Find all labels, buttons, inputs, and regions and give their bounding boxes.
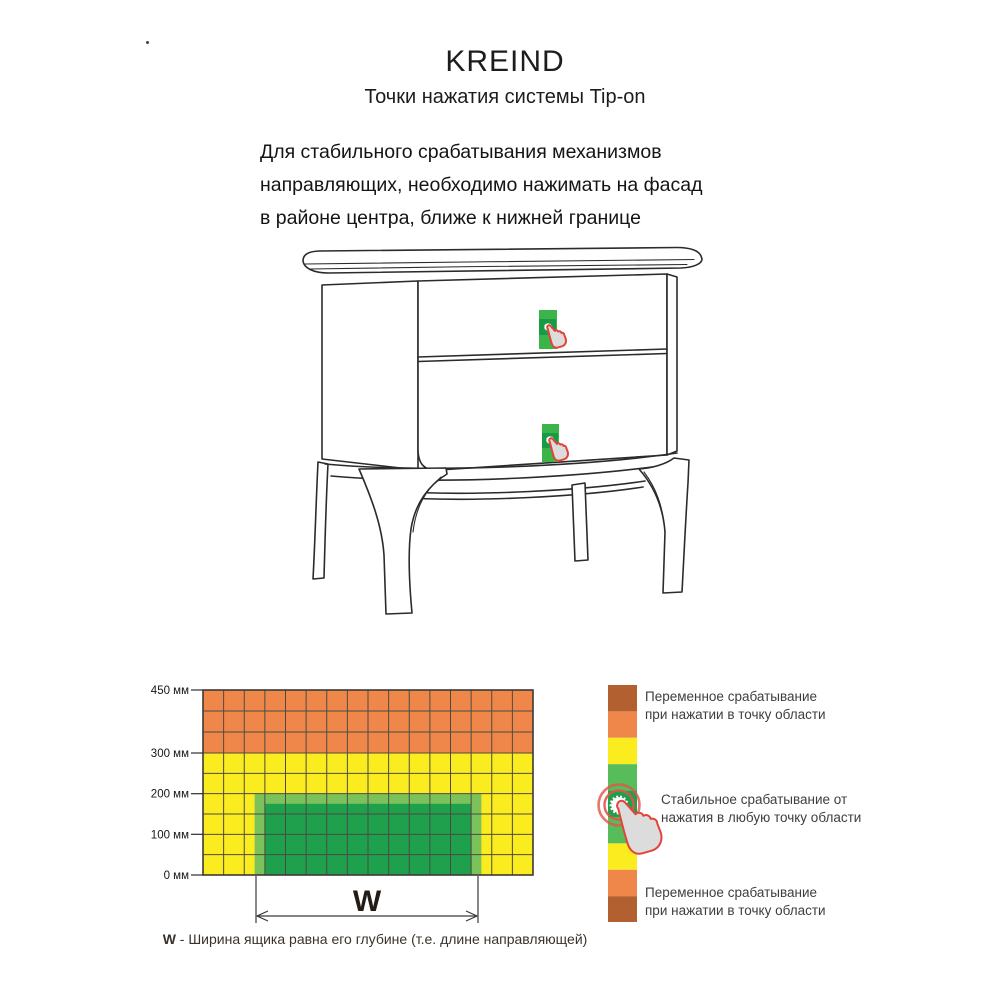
legend-seg-orange-top (608, 711, 637, 737)
width-caption (140, 931, 610, 947)
carcass-right-edge (667, 274, 677, 455)
legend-mid-line1: Стабильное срабатывание от (661, 792, 848, 807)
legend-seg-brown-top (608, 685, 637, 711)
instruction-line-1: Для стабильного срабатывания механизмов (260, 141, 662, 163)
legend-bot-line1: Переменное срабатывание (645, 885, 818, 900)
instruction-line-2: направляющих, необходимо нажимать на фасад (260, 174, 703, 196)
leg-rear-left (313, 462, 328, 579)
page-title: Точки нажатия системы Tip-on (364, 86, 646, 108)
legend-label-variable-top (645, 688, 826, 723)
width-caption-bold: W (162, 931, 176, 947)
legend-top-line2: при нажатии в точку области (645, 706, 826, 722)
brand-title: KREIND (445, 45, 565, 78)
legend-bot-line2: при нажатии в точку области (645, 902, 826, 918)
width-dimension (256, 876, 478, 923)
y-axis-ticks (151, 685, 203, 882)
tick-0mm: 0 мм (163, 870, 189, 882)
tick-200mm: 200 мм (150, 788, 189, 801)
width-caption-text: - Ширина ящика равна его глубине (т.е. длине направляющей) (175, 931, 588, 947)
legend-seg-yellow-top (608, 738, 637, 764)
legend-label-stable (661, 791, 861, 826)
leg-front-left (359, 468, 447, 614)
legend-seg-brown-bottom (608, 896, 637, 922)
stray-dot (146, 41, 149, 44)
tick-100mm: 100 мм (150, 829, 189, 842)
leg-rear-right (572, 483, 588, 561)
instruction-paragraph (260, 136, 780, 235)
legend-mid-line2: нажатия в любую точку области (661, 809, 862, 825)
side-panel (322, 281, 418, 470)
nightstand-drawing (295, 243, 715, 628)
tick-450mm: 450 мм (150, 685, 189, 697)
legend-label-variable-bottom (645, 884, 826, 919)
width-label: W (352, 885, 382, 918)
tick-300mm: 300 мм (150, 748, 189, 760)
press-zone-grid (140, 680, 610, 930)
instruction-line-3: в районе центра, ближе к нижней границе (260, 207, 641, 229)
legend-top-line1: Переменное срабатывание (645, 689, 818, 704)
